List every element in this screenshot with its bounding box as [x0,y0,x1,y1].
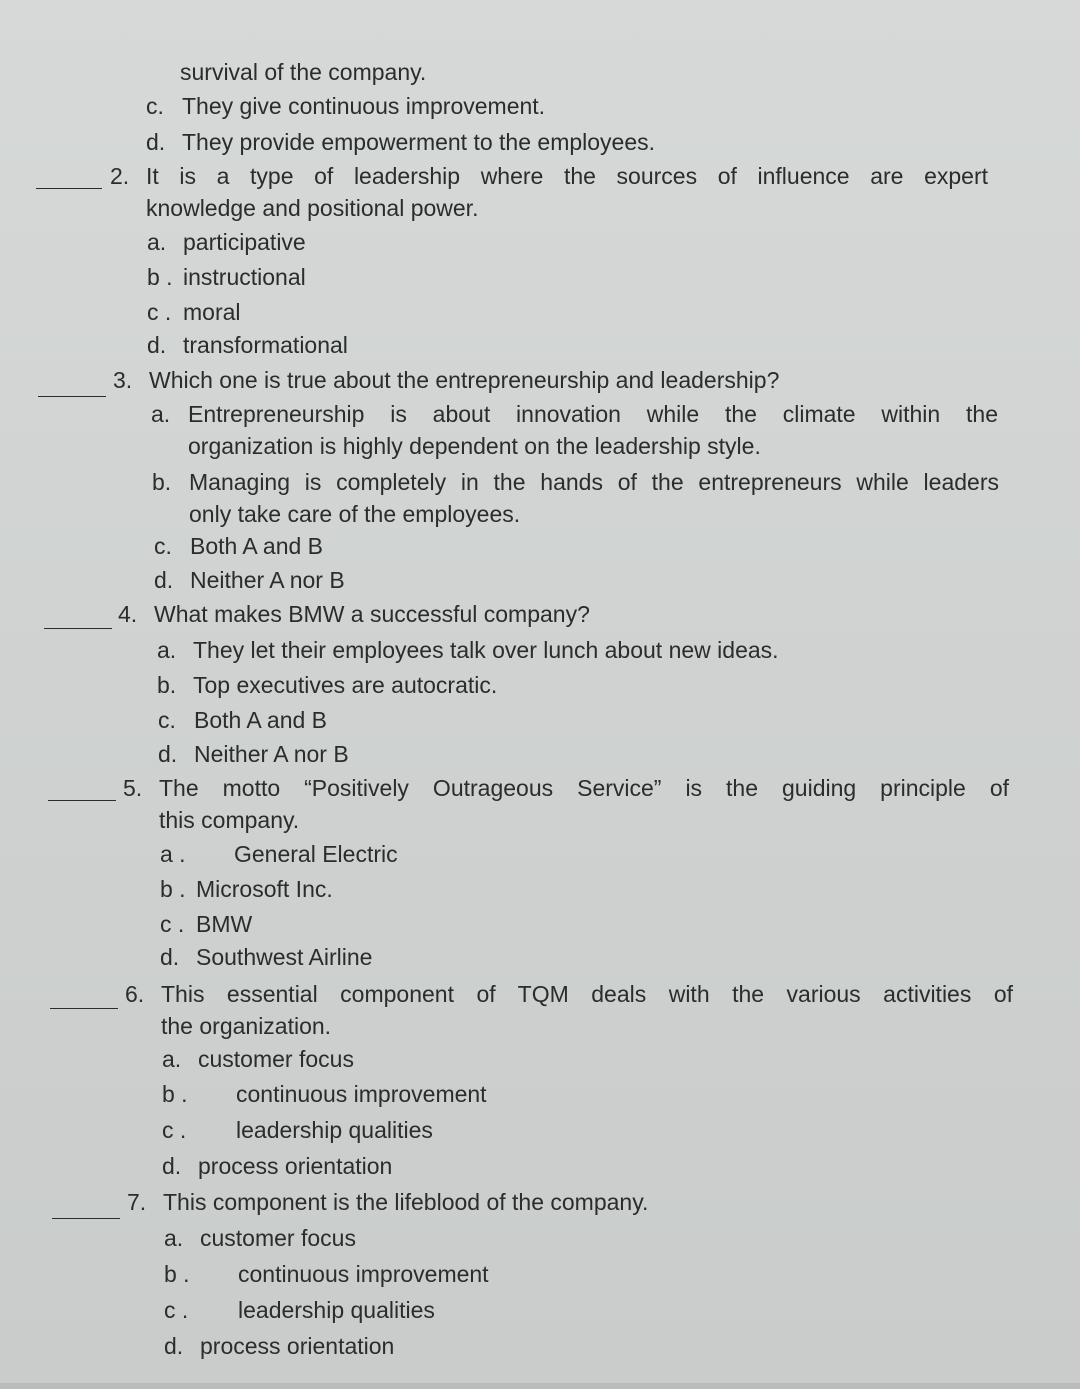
prev-option-d: d. They provide empowerment to the employees. [146,129,656,155]
q6-option-d: d. process orientation [162,1153,393,1179]
question-number: 6. [125,981,145,1007]
q5-option-c: c . BMW [160,911,253,937]
q4-option-d: d. Neither A nor B [158,741,349,767]
answer-blank-4[interactable] [44,628,112,629]
q4-option-a: a. They let their employees talk over lunch about new ideas. [157,637,779,663]
q5-option-b: b . Microsoft Inc. [160,876,333,902]
question-text: Which one is true about the entrepreneurship and leadership? [149,367,780,393]
q5-option-d: d. Southwest Airline [160,944,373,970]
page-edge [0,1383,1080,1389]
q6-option-b: b . continuous improvement [162,1081,487,1107]
q2-option-a: a. participative [147,229,306,255]
question-number: 7. [127,1189,147,1215]
q2-option-c: c . moral [147,299,241,325]
question-text: This essential component of TQM deals with the various activities of [161,981,1013,1007]
question-number: 4. [118,601,138,627]
q5-option-a: a . General Electric [160,841,398,867]
question-text-cont: this company. [159,807,300,833]
question-2 [110,160,990,230]
q7-option-a: a. customer focus [164,1225,356,1251]
question-text-cont: the organization. [161,1013,332,1039]
question-number: 3. [113,367,133,393]
prev-option-c: c. They give continuous improvement. [146,93,546,119]
question-text-cont: knowledge and positional power. [146,195,479,221]
prev-continuation: survival of the company. [180,59,427,85]
answer-blank-5[interactable] [48,800,116,801]
q2-option-b: b . instructional [147,264,306,290]
question-text: This component is the lifeblood of the company. [163,1189,649,1215]
q7-option-b: b . continuous improvement [164,1261,489,1287]
q7-option-c: c . leadership qualities [164,1297,435,1323]
answer-blank-6[interactable] [50,1008,118,1009]
q3-option-c: c. Both A and B [154,533,324,559]
question-3 [113,364,1003,398]
question-number: 2. [110,163,130,189]
q2-option-d: d. transformational [147,332,348,358]
answer-blank-3[interactable] [38,396,106,397]
question-6 [125,978,1015,1048]
q3-option-b: b. Managing is completely in the hands of the entrepreneurs while leaders only take care of the employees. [152,469,999,527]
q7-option-d: d. process orientation [164,1333,395,1359]
q4-option-c: c. Both A and B [158,707,328,733]
q4-option-b: b. Top executives are autocratic. [157,672,498,698]
answer-blank-2[interactable] [36,188,102,189]
q3-option-d: d. Neither A nor B [154,567,345,593]
question-text: It is a type of leadership where the sources of influence are expert [146,163,988,189]
question-text: What makes BMW a successful company? [154,601,590,627]
q3-option-a: a. Entrepreneurship is about innovation while the climate within the organization is highly dependent on the leadership style. [151,401,998,459]
answer-blank-7[interactable] [52,1218,120,1219]
question-text: The motto “Positively Outrageous Service” is the guiding principle of [159,775,1009,801]
q6-option-c: c . leadership qualities [162,1117,433,1143]
question-7 [127,1186,747,1220]
q6-option-a: a. customer focus [162,1046,354,1072]
question-4 [118,598,718,632]
question-5 [123,772,1011,842]
question-number: 5. [123,775,143,801]
